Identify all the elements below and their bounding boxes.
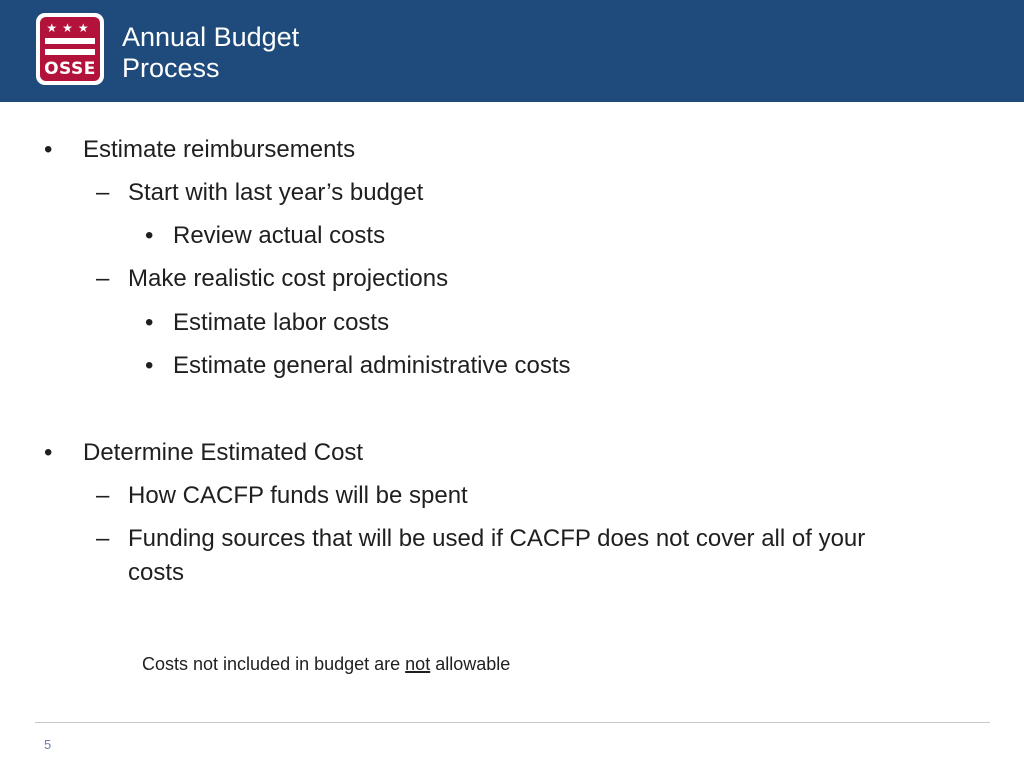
sub-bullet-item: Funding sources that will be used if CACFP does not cover all of your	[128, 525, 866, 552]
dash-marker: –	[96, 179, 110, 206]
note-text-end: allowable	[430, 654, 511, 674]
dash-marker: –	[96, 525, 110, 552]
dash-marker: –	[96, 482, 110, 509]
dash-marker: –	[96, 265, 110, 292]
slide-header	[0, 0, 1024, 102]
logo-text: OSSE	[44, 59, 96, 79]
logo-flag-icon	[40, 17, 100, 81]
osse-logo	[36, 13, 104, 85]
slide-title-line-1: Annual Budget	[122, 22, 300, 52]
note-text: Costs not included in budget are	[142, 654, 406, 674]
sub-sub-bullet-item: Estimate general administrative costs	[173, 352, 571, 379]
footer-divider	[35, 722, 990, 723]
sub-bullet-item: How CACFP funds will be spent	[128, 482, 468, 509]
sub-bullet-item: Start with last year’s budget	[128, 179, 424, 206]
bullet-item: Determine Estimated Cost	[83, 439, 364, 466]
bullet-marker: •	[145, 352, 154, 379]
bullet-marker: •	[145, 222, 154, 249]
sub-bullet-item: Make realistic cost projections	[128, 265, 449, 292]
bullet-marker: •	[145, 309, 154, 336]
bullet-marker: •	[44, 439, 53, 466]
slide-title-line-2: Process	[122, 53, 220, 83]
budget-note	[142, 652, 510, 676]
page-number: 5	[44, 737, 52, 752]
sub-sub-bullet-item: Estimate labor costs	[173, 309, 390, 336]
note-emphasis: not	[405, 654, 431, 674]
slide-title	[122, 22, 299, 84]
sub-sub-bullet-item: Review actual costs	[173, 222, 386, 249]
logo-bar	[45, 49, 95, 55]
logo-bar	[45, 38, 95, 44]
bullet-item: Estimate reimbursements	[83, 136, 356, 163]
sub-bullet-item-continuation: costs	[128, 559, 185, 586]
bullet-marker: •	[44, 136, 53, 163]
logo-stars-icon: ★★★	[46, 21, 94, 35]
